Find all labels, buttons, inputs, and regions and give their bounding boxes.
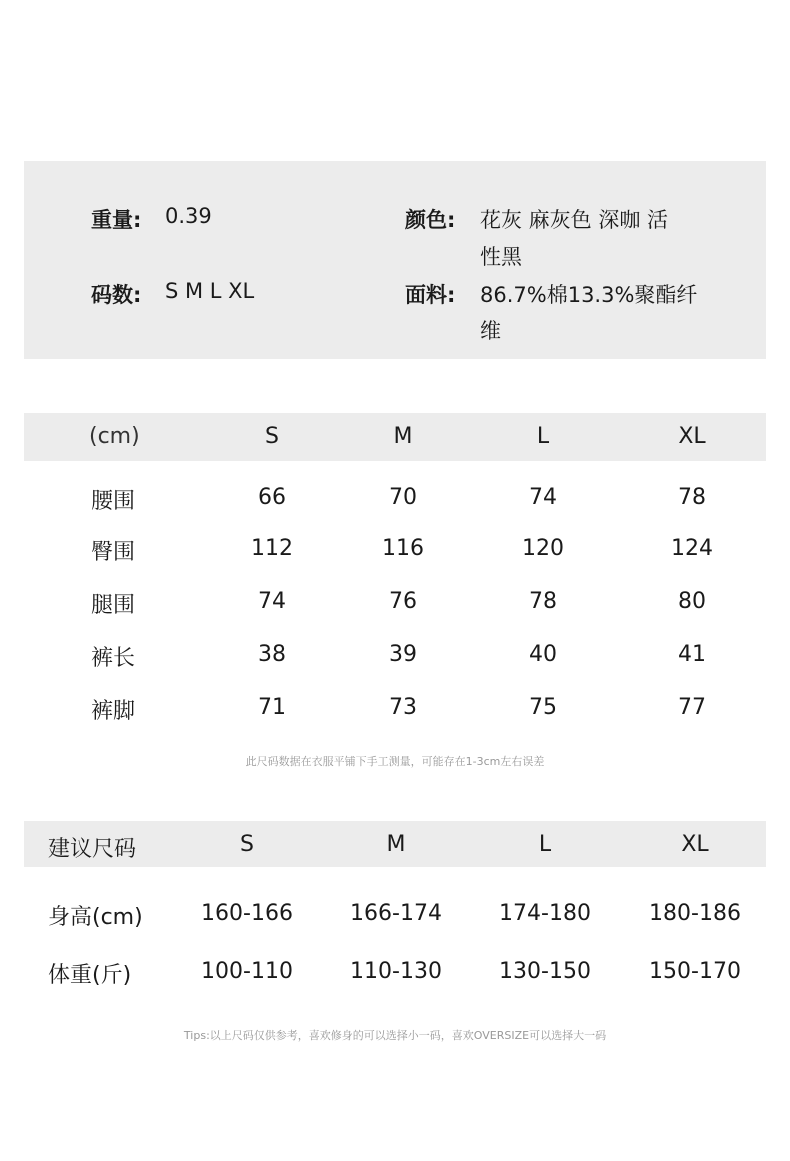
- color-value-line1: 花灰 麻灰色 深咖 活: [480, 208, 669, 232]
- size-cell: 71: [258, 695, 286, 720]
- size-cell: 80: [678, 589, 706, 614]
- size-cell: 112: [251, 536, 293, 561]
- product-info-panel: [24, 161, 766, 359]
- size-cell: 38: [258, 642, 286, 667]
- size-cell: 78: [678, 485, 706, 510]
- recommend-cell: 100-110: [201, 959, 293, 984]
- size-cell: 78: [529, 589, 557, 614]
- size-cell: 76: [389, 589, 417, 614]
- size-tips-note: Tips:以上尺码仅供参考，喜欢修身的可以选择小一码，喜欢OVERSIZE可以选择大一码: [183, 1029, 607, 1042]
- size-cell: 77: [678, 695, 706, 720]
- size-row-label: 腰围: [91, 489, 136, 514]
- recommend-cell: 110-130: [350, 959, 442, 984]
- recommend-header-l: L: [538, 832, 552, 857]
- weight-label: 重量:: [91, 208, 142, 232]
- recommend-header-m: M: [386, 832, 406, 857]
- recommend-cell: 130-150: [499, 959, 591, 984]
- recommend-cell: 150-170: [649, 959, 741, 984]
- size-row-label: 裤长: [91, 646, 136, 671]
- recommend-row-label: 身高(cm): [48, 905, 143, 930]
- color-value-line2: 性黑: [480, 245, 522, 269]
- size-cell: 39: [389, 642, 417, 667]
- size-header-xl: XL: [678, 424, 706, 449]
- size-table-unit-header: (cm): [89, 424, 140, 449]
- size-cell: 124: [671, 536, 713, 561]
- size-header-l: L: [536, 424, 550, 449]
- size-cell: 41: [678, 642, 706, 667]
- recommend-cell: 174-180: [499, 901, 591, 926]
- size-cell: 120: [522, 536, 564, 561]
- fabric-value-line2: 维: [480, 319, 501, 343]
- fabric-value-line1: 86.7%棉13.3%聚酯纤: [480, 283, 698, 307]
- measurement-note: 此尺码数据在衣服平铺下手工测量，可能存在1-3cm左右误差: [245, 755, 545, 768]
- size-cell: 74: [258, 589, 286, 614]
- size-cell: 75: [529, 695, 557, 720]
- recommend-cell: 166-174: [350, 901, 442, 926]
- size-cell: 40: [529, 642, 557, 667]
- sizes-value: S M L XL: [165, 279, 255, 303]
- recommend-header-xl: XL: [681, 832, 709, 857]
- size-cell: 116: [382, 536, 424, 561]
- recommend-cell: 180-186: [649, 901, 741, 926]
- sizes-label: 码数:: [91, 283, 142, 307]
- weight-value: 0.39: [165, 204, 212, 228]
- size-row-label: 臀围: [91, 540, 136, 565]
- size-header-m: M: [393, 424, 413, 449]
- size-cell: 73: [389, 695, 417, 720]
- recommend-header-s: S: [240, 832, 254, 857]
- recommend-cell: 160-166: [201, 901, 293, 926]
- size-cell: 70: [389, 485, 417, 510]
- recommend-header-label: 建议尺码: [48, 837, 137, 862]
- fabric-label: 面料:: [405, 283, 456, 307]
- size-header-s: S: [265, 424, 279, 449]
- size-row-label: 裤脚: [91, 699, 136, 724]
- color-label: 颜色:: [405, 208, 456, 232]
- size-row-label: 腿围: [91, 593, 136, 618]
- recommend-row-label: 体重(斤): [48, 963, 132, 988]
- size-cell: 66: [258, 485, 286, 510]
- size-cell: 74: [529, 485, 557, 510]
